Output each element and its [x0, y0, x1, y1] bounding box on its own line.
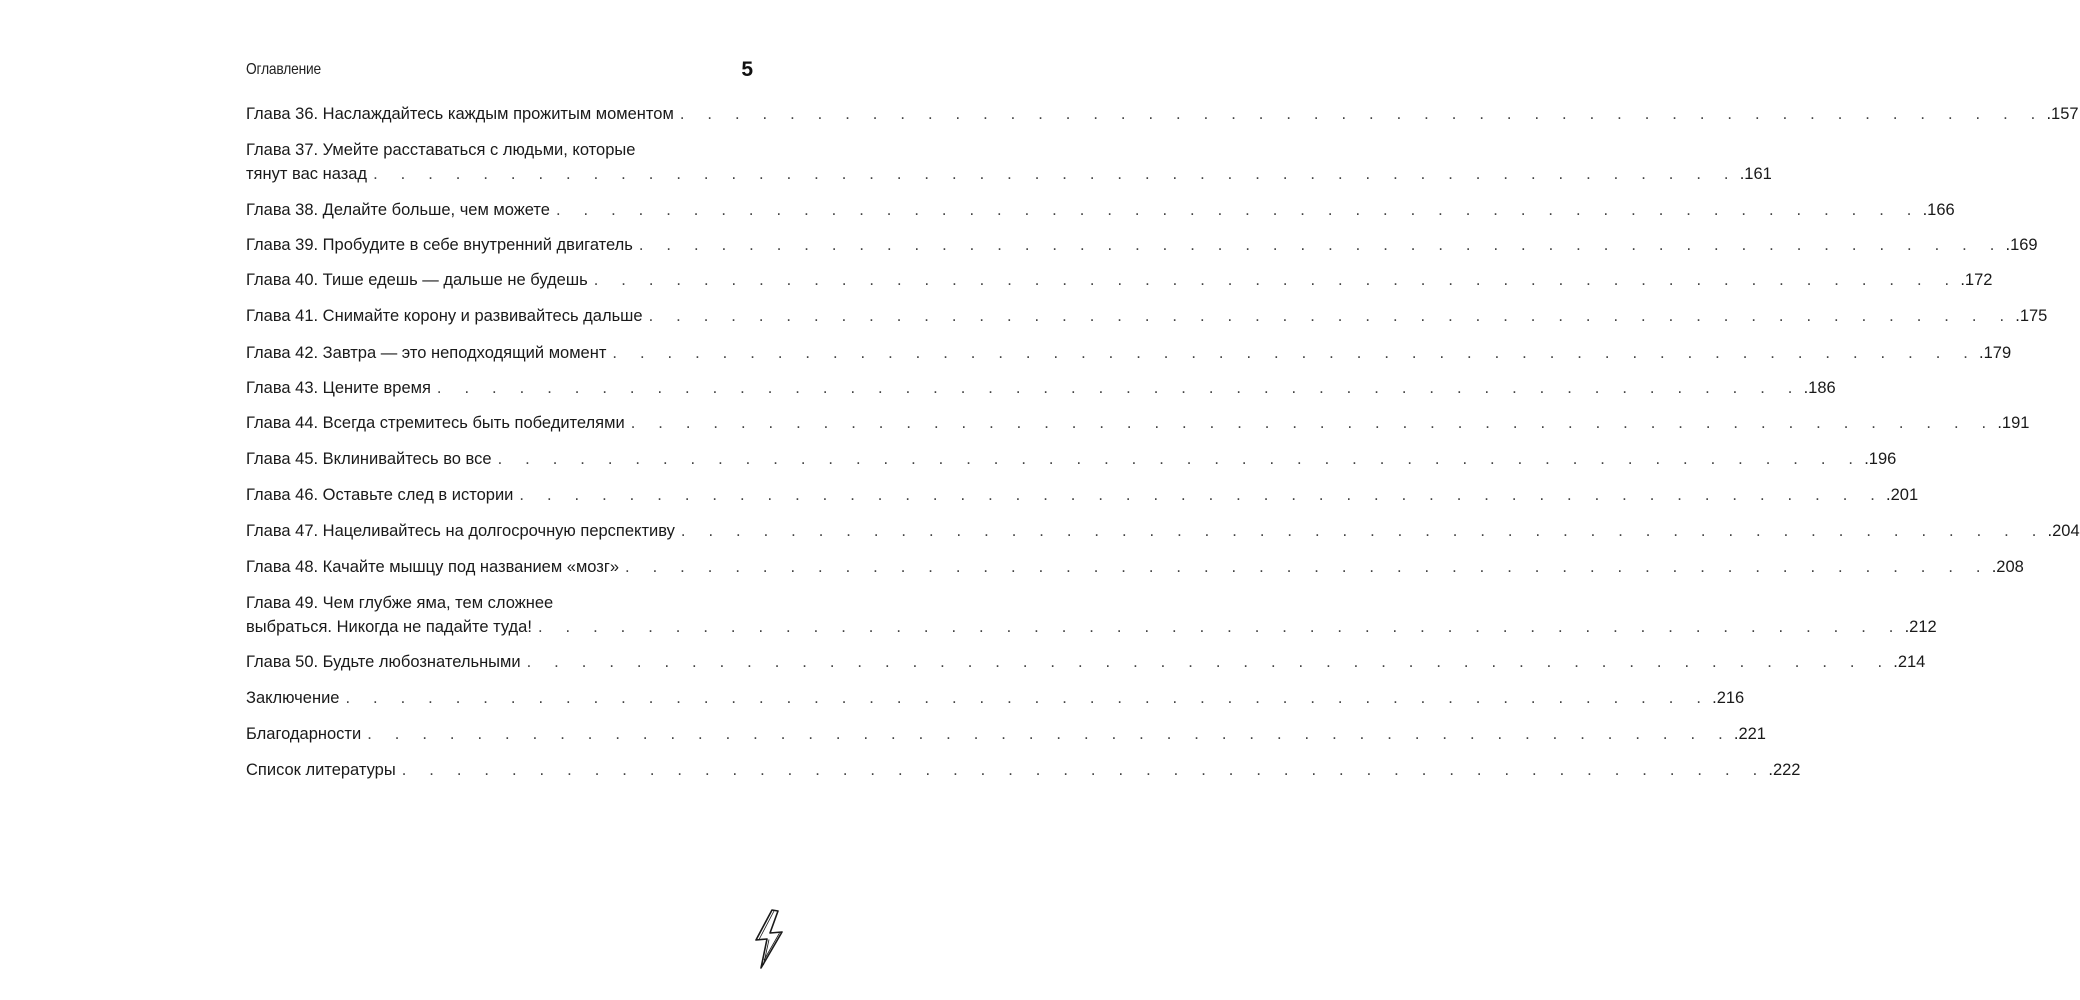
lightning-bolt-icon: [752, 908, 786, 970]
toc-entry-title: Глава 39. Пробудите в себе внутренний двигатель: [246, 236, 633, 254]
toc-entry-title: Глава 40. Тише едешь — дальше не будешь: [246, 271, 588, 289]
toc-entry-title: Глава 46. Оставьте след в истории: [246, 486, 514, 504]
toc-entry-title: Глава 38. Делайте больше, чем можете: [246, 201, 550, 219]
toc-entry-title: Глава 47. Нацеливайтесь на долгосрочную перспективу: [246, 522, 675, 540]
toc-entry-ch43[interactable]: [246, 376, 1836, 400]
toc-dot-leader: . . . . . . . . . . . . . . . . . . . . . . . . . . . . . . . . . . . . . . . . . . . . . . . . . .: [526, 653, 1892, 671]
toc-entry-ch42[interactable]: [246, 341, 2012, 365]
toc-dot-leader: . . . . . . . . . . . . . . . . . . . . . . . . . . . . . . . . . . . . . . . . . . . . . . . . . .: [367, 725, 1732, 743]
toc-entry-page: .204: [2047, 522, 2080, 540]
toc-dot-leader: . . . . . . . . . . . . . . . . . . . . . . . . . . . . . . . . . . . . . . . . . . . . . . . . . .: [345, 689, 1711, 707]
toc-entry-page: .172: [1960, 271, 1993, 289]
toc-dot-leader: . . . . . . . . . . . . . . . . . . . . . . . . . . . . . . . . . . . . . . . . . . . . . . . . . .: [555, 201, 1921, 219]
toc-entry-ch40[interactable]: [246, 268, 1993, 292]
toc-entry-page: .157: [2046, 105, 2079, 123]
toc-dot-leader: . . . . . . . . . . . . . . . . . . . . . . . . . . . . . . . . . . . . . . . . . . . . . . . . . .: [648, 307, 2014, 325]
toc-entry-page: .186: [1803, 379, 1836, 397]
toc-dot-leader: . . . . . . . . . . . . . . . . . . . . . . . . . . . . . . . . . . . . . . . . . . . . . . . . . .: [436, 379, 1802, 397]
toc-dot-leader: . . . . . . . . . . . . . . . . . . . . . . . . . . . . . . . . . . . . . . . . . . . . . . . . . .: [373, 165, 1738, 183]
toc-dot-leader: . . . . . . . . . . . . . . . . . . . . . . . . . . . . . . . . . . . . . . . . . . . . . . . . . .: [519, 486, 1885, 504]
toc-entry-ch37[interactable]: [246, 138, 1772, 186]
toc-entry-ch36[interactable]: [246, 102, 2079, 126]
toc-entry-page: .166: [1922, 201, 1955, 219]
toc-entry-ch44[interactable]: [246, 411, 2030, 435]
toc-dot-leader: . . . . . . . . . . . . . . . . . . . . . . . . . . . . . . . . . . . . . . . . . . . . . . . . . .: [593, 271, 1959, 289]
page-number: 5: [741, 58, 753, 81]
toc-entry-title: Глава 45. Вклинивайтесь во все: [246, 450, 492, 468]
toc-dot-leader: . . . . . . . . . . . . . . . . . . . . . . . . . . . . . . . . . . . . . . . . . . . . . . . . . .: [630, 414, 1996, 432]
toc-entry-ch46[interactable]: [246, 483, 1919, 507]
toc-entry-title: Глава 44. Всегда стремитесь быть победителями: [246, 414, 625, 432]
toc-entry-ch39[interactable]: [246, 233, 2038, 257]
toc-dot-leader: . . . . . . . . . . . . . . . . . . . . . . . . . . . . . . . . . . . . . . . . . . . . . . . . . .: [612, 344, 1978, 362]
toc-entry-ch47[interactable]: [246, 519, 2080, 543]
running-header-title: Оглавление: [246, 61, 322, 78]
toc-entry-acknowledgements[interactable]: [246, 722, 1766, 746]
toc-dot-leader: . . . . . . . . . . . . . . . . . . . . . . . . . . . . . . . . . . . . . . . . . . . . . . . . . .: [638, 236, 2004, 254]
toc-entry-ch45[interactable]: [246, 447, 1897, 471]
toc-entry-title-continued: выбраться. Никогда не падайте туда!: [246, 618, 532, 636]
toc-entry-title: Заключение: [246, 689, 340, 707]
toc-entry-title: Глава 36. Наслаждайтесь каждым прожитым моментом: [246, 105, 674, 123]
toc-entry-page: .175: [2015, 307, 2048, 325]
toc-entry-title: Глава 43. Цените время: [246, 379, 431, 397]
toc-entry-title: Глава 50. Будьте любознательными: [246, 653, 521, 671]
toc-entry-title: Благодарности: [246, 725, 362, 743]
toc-entry-page: .216: [1712, 689, 1745, 707]
toc-entry-title-continued: тянут вас назад: [246, 165, 368, 183]
toc-entry-page: .212: [1904, 618, 1937, 636]
toc-entry-page: .196: [1864, 450, 1897, 468]
toc-dot-leader: . . . . . . . . . . . . . . . . . . . . . . . . . . . . . . . . . . . . . . . . . . . . . . . . . .: [537, 618, 1903, 636]
toc-entry-ch41[interactable]: [246, 304, 2048, 328]
toc-entry-title: Глава 49. Чем глубже яма, тем сложнее: [246, 594, 554, 612]
toc-dot-leader: . . . . . . . . . . . . . . . . . . . . . . . . . . . . . . . . . . . . . . . . . . . . . . . . . .: [401, 761, 1767, 779]
toc-entry-ch49[interactable]: [246, 591, 1937, 639]
toc-entry-page: .179: [1979, 344, 2012, 362]
toc-entry-page: .221: [1733, 725, 1766, 743]
toc-dot-leader: . . . . . . . . . . . . . . . . . . . . . . . . . . . . . . . . . . . . . . . . . . . . . . . . . .: [679, 105, 2045, 123]
toc-entry-title: Глава 37. Умейте расставаться с людьми, которые: [246, 141, 636, 159]
toc-entry-title: Список литературы: [246, 761, 396, 779]
toc-dot-leader: . . . . . . . . . . . . . . . . . . . . . . . . . . . . . . . . . . . . . . . . . . . . . . . . . .: [680, 522, 2046, 540]
toc-entry-page: .201: [1886, 486, 1919, 504]
toc-entry-ch50[interactable]: [246, 650, 1926, 674]
toc-entry-page: .169: [2005, 236, 2038, 254]
toc-entry-page: .222: [1768, 761, 1801, 779]
toc-entry-page: .208: [1991, 558, 2024, 576]
toc-entry-page: .161: [1739, 165, 1772, 183]
toc-entry-page: .214: [1893, 653, 1926, 671]
toc-entry-bibliography[interactable]: [246, 758, 1801, 782]
toc-entry-title: Глава 42. Завтра — это неподходящий момент: [246, 344, 607, 362]
toc-entry-ch48[interactable]: [246, 555, 2024, 579]
toc-entry-title: Глава 41. Снимайте корону и развивайтесь дальше: [246, 307, 643, 325]
toc-entry-conclusion[interactable]: [246, 686, 1745, 710]
toc-entry-title: Глава 48. Качайте мышцу под названием «мозг»: [246, 558, 620, 576]
toc-entry-page: .191: [1997, 414, 2030, 432]
toc-dot-leader: . . . . . . . . . . . . . . . . . . . . . . . . . . . . . . . . . . . . . . . . . . . . . . . . . .: [497, 450, 1863, 468]
toc-dot-leader: . . . . . . . . . . . . . . . . . . . . . . . . . . . . . . . . . . . . . . . . . . . . . . . . . .: [625, 558, 1990, 576]
toc-entry-ch38[interactable]: [246, 198, 1955, 222]
